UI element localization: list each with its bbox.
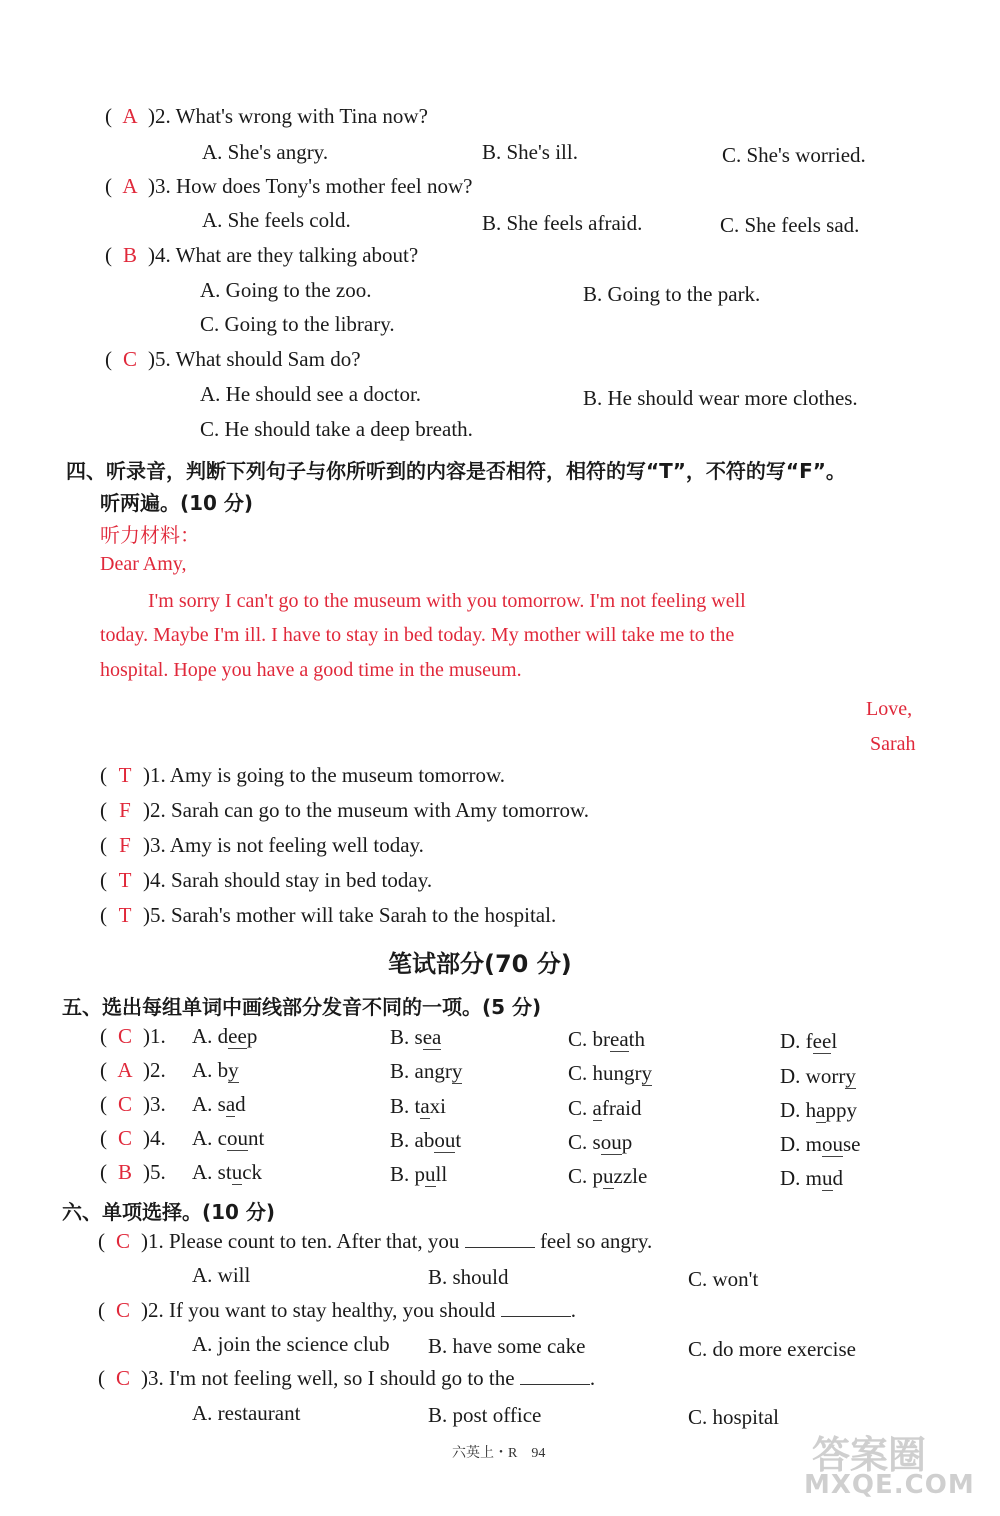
mc-q2-option-b: B. have some cake bbox=[428, 1334, 586, 1358]
section-5-title: 五、选出每组单词中画线部分发音不同的一项。(5 分) bbox=[62, 995, 542, 1019]
p3-question-2: ( A )2. What's wrong with Tina now? bbox=[105, 104, 428, 128]
word-option-b: B. pull bbox=[390, 1162, 448, 1186]
word-option-b: B. sea bbox=[390, 1025, 442, 1049]
word-option-b: B. angry bbox=[390, 1059, 463, 1083]
p3-question-4: ( B )4. What are they talking about? bbox=[105, 243, 419, 267]
tf-item-4: ( T )4. Sarah should stay in bed today. bbox=[100, 868, 433, 892]
phonics-item-2: ( A )2. bbox=[100, 1058, 166, 1082]
mc-q3-option-a: A. restaurant bbox=[192, 1401, 301, 1425]
tf-item-5: ( T )5. Sarah's mother will take Sarah to the hospital. bbox=[100, 903, 557, 927]
p3-q2-option-c: C. She's worried. bbox=[722, 143, 866, 167]
p3-q5-option-b: B. He should wear more clothes. bbox=[583, 386, 858, 410]
answer-mark: F bbox=[119, 833, 131, 857]
phonics-item-5: ( B )5. bbox=[100, 1160, 166, 1184]
mc-q3-option-c: C. hospital bbox=[688, 1405, 780, 1429]
answer-mark: C bbox=[115, 1229, 130, 1253]
answer-mark: T bbox=[118, 903, 132, 927]
answer-blank bbox=[465, 1247, 535, 1248]
answer-mark: C bbox=[122, 347, 137, 371]
p3-q3-option-a: A. She feels cold. bbox=[202, 208, 351, 232]
p3-q4-option-b: B. Going to the park. bbox=[583, 282, 761, 306]
word-option-a: A. count bbox=[192, 1126, 265, 1150]
phonics-item-1: ( C )1. bbox=[100, 1024, 166, 1048]
answer-mark: T bbox=[118, 763, 132, 787]
tf-item-2: ( F )2. Sarah can go to the museum with Amy tomorrow. bbox=[100, 798, 589, 822]
watermark-logo: 答案圈 bbox=[812, 1433, 927, 1477]
word-option-a: A. stuck bbox=[192, 1160, 263, 1184]
word-option-c: C. afraid bbox=[568, 1096, 642, 1120]
answer-mark: B bbox=[122, 243, 137, 267]
answer-mark: C bbox=[115, 1298, 130, 1322]
mc-q1-option-a: A. will bbox=[192, 1263, 251, 1287]
mc-question-3: ( C )3. I'm not feeling well, so I should go to the . bbox=[98, 1366, 596, 1390]
p3-q2-option-a: A. She's angry. bbox=[202, 140, 329, 164]
word-option-c: C. puzzle bbox=[568, 1164, 648, 1188]
p3-q4-option-a: A. Going to the zoo. bbox=[200, 278, 372, 302]
letter-greeting: Dear Amy, bbox=[100, 553, 187, 575]
answer-mark: C bbox=[117, 1126, 132, 1150]
answer-mark: C bbox=[117, 1024, 132, 1048]
answer-mark: C bbox=[117, 1092, 132, 1116]
answer-mark: A bbox=[122, 104, 138, 128]
mc-q2-option-a: A. join the science club bbox=[192, 1332, 390, 1356]
answer-mark: A bbox=[122, 174, 138, 198]
letter-signature: Sarah bbox=[870, 733, 916, 755]
word-option-d: D. mouse bbox=[780, 1132, 861, 1156]
section-6-title: 六、单项选择。(10 分) bbox=[62, 1200, 276, 1224]
word-option-d: D. mud bbox=[780, 1166, 843, 1190]
answer-mark: C bbox=[115, 1366, 130, 1390]
word-option-c: C. hungry bbox=[568, 1061, 652, 1085]
word-option-d: D. happy bbox=[780, 1098, 857, 1122]
word-option-b: B. about bbox=[390, 1128, 462, 1152]
section-4-title: 四、听录音，判断下列句子与你所听到的内容是否相符，相符的写“T”，不符的写“F”。 bbox=[66, 459, 846, 483]
word-option-d: D. worry bbox=[780, 1064, 856, 1088]
p3-q5-option-c: C. He should take a deep breath. bbox=[200, 417, 473, 441]
mc-q2-option-c: C. do more exercise bbox=[688, 1337, 856, 1361]
answer-blank bbox=[501, 1316, 571, 1317]
mc-question-2: ( C )2. If you want to stay healthy, you should . bbox=[98, 1298, 576, 1322]
tf-item-3: ( F )3. Amy is not feeling well today. bbox=[100, 833, 424, 857]
phonics-item-3: ( C )3. bbox=[100, 1092, 166, 1116]
tf-item-1: ( T )1. Amy is going to the museum tomorrow. bbox=[100, 763, 506, 787]
letter-line-3: hospital. Hope you have a good time in the museum. bbox=[100, 659, 522, 681]
mc-q3-option-b: B. post office bbox=[428, 1403, 542, 1427]
answer-mark: F bbox=[119, 798, 131, 822]
answer-mark: T bbox=[118, 868, 132, 892]
watermark-url: MXQE.COM bbox=[804, 1470, 975, 1500]
word-option-d: D. feel bbox=[780, 1029, 838, 1053]
p3-q3-option-c: C. She feels sad. bbox=[720, 213, 860, 237]
letter-line-2: today. Maybe I'm ill. I have to stay in bed today. My mother will take me to the bbox=[100, 624, 735, 646]
mc-q1-option-b: B. should bbox=[428, 1265, 509, 1289]
word-option-b: B. taxi bbox=[390, 1094, 447, 1118]
word-option-c: C. soup bbox=[568, 1130, 633, 1154]
word-option-a: A. by bbox=[192, 1058, 239, 1082]
letter-closing: Love, bbox=[866, 698, 913, 720]
p3-question-3: ( A )3. How does Tony's mother feel now? bbox=[105, 174, 473, 198]
letter-line-1: I'm sorry I can't go to the museum with you tomorrow. I'm not feeling well bbox=[148, 590, 746, 612]
listening-material-label: 听力材料： bbox=[100, 525, 200, 547]
word-option-a: A. deep bbox=[192, 1024, 258, 1048]
answer-blank bbox=[520, 1384, 590, 1385]
p3-q5-option-a: A. He should see a doctor. bbox=[200, 382, 422, 406]
page-footer: 六英上・R 94 bbox=[452, 1446, 546, 1461]
p3-q2-option-b: B. She's ill. bbox=[482, 140, 578, 164]
written-part-title: 笔试部分(70 分) bbox=[388, 950, 572, 978]
phonics-item-4: ( C )4. bbox=[100, 1126, 166, 1150]
p3-q4-option-c: C. Going to the library. bbox=[200, 312, 395, 336]
section-4-title-line2: 听两遍。(10 分) bbox=[100, 491, 254, 515]
answer-mark: B bbox=[117, 1160, 132, 1184]
word-option-a: A. sad bbox=[192, 1092, 246, 1116]
mc-q1-option-c: C. won't bbox=[688, 1267, 759, 1291]
answer-mark: A bbox=[117, 1058, 133, 1082]
p3-q3-option-b: B. She feels afraid. bbox=[482, 211, 643, 235]
p3-question-5: ( C )5. What should Sam do? bbox=[105, 347, 361, 371]
mc-question-1: ( C )1. Please count to ten. After that, you feel so angry. bbox=[98, 1229, 653, 1253]
word-option-c: C. breath bbox=[568, 1027, 645, 1051]
